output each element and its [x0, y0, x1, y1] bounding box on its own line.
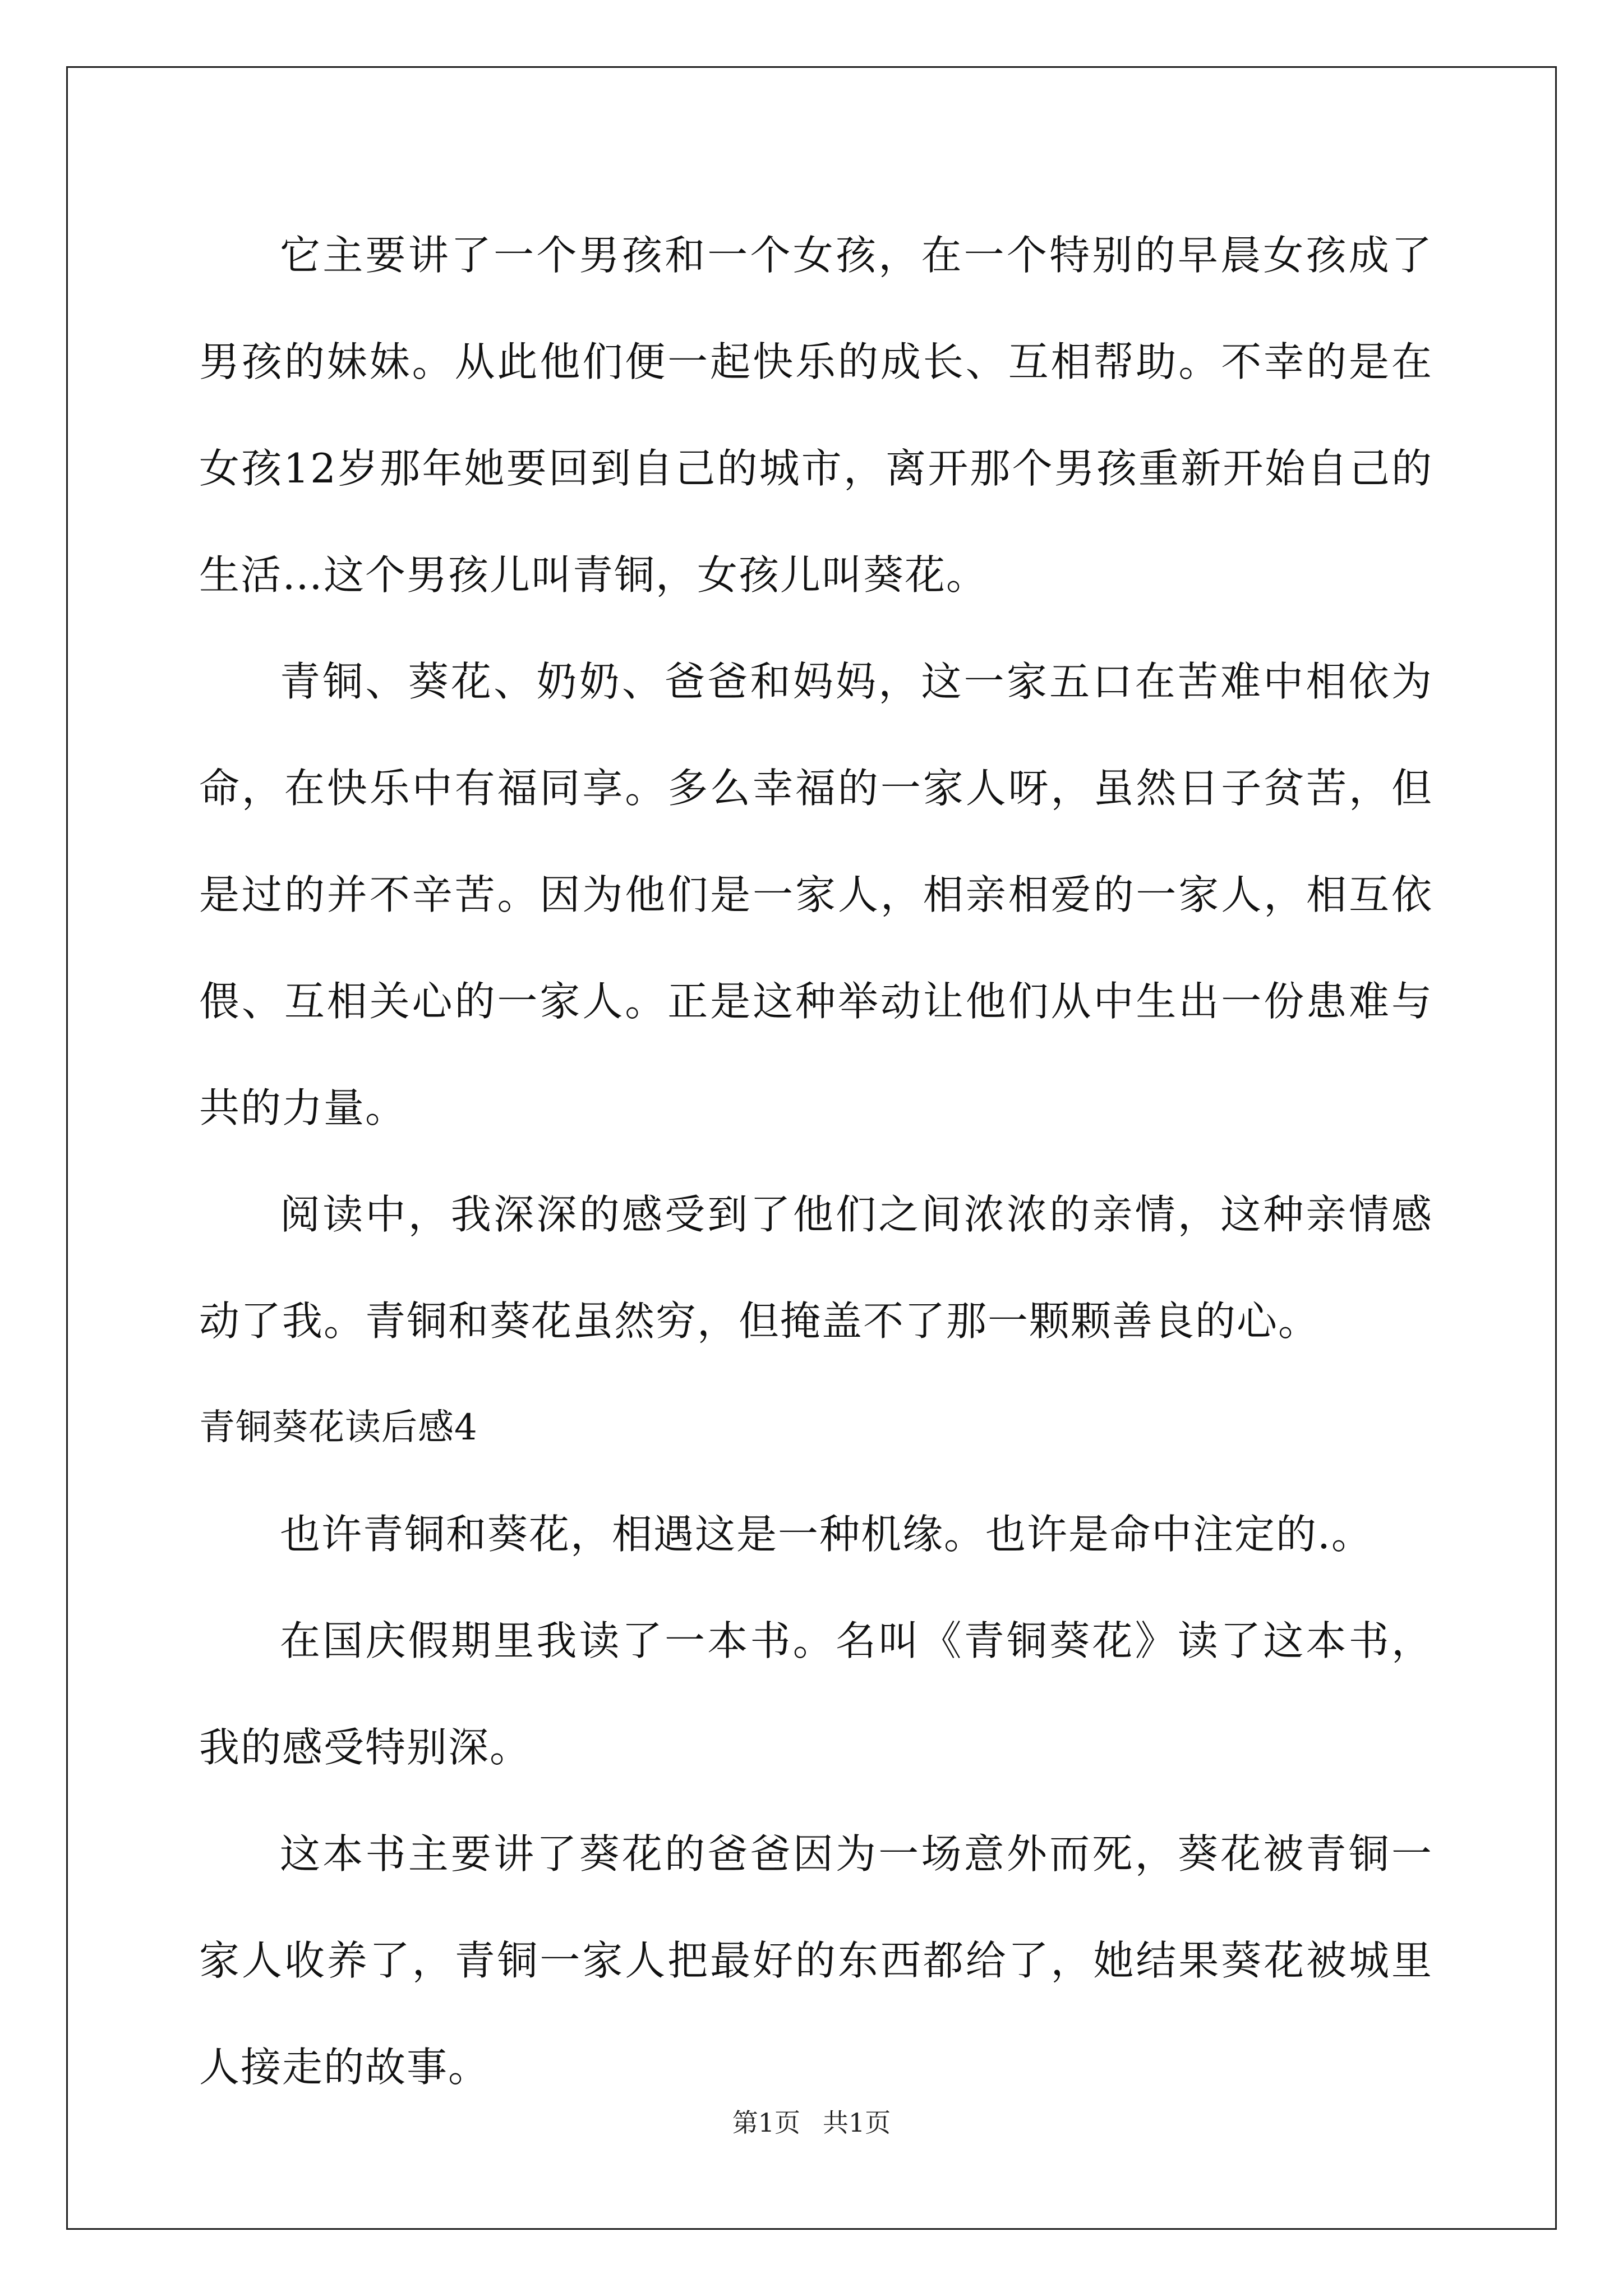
paragraph: 阅读中，我深深的感受到了他们之间浓浓的亲情，这种亲情感动了我。青铜和葵花虽然穷，但掩盖不了那一颗颗善良的心。: [199, 1191, 1433, 1345]
paragraph: 这本书主要讲了葵花的爸爸因为一场意外而死，葵花被青铜一家人收养了，青铜一家人把最好的东西都给了，她结果葵花被城里人接走的故事。: [199, 1830, 1433, 2091]
paragraph: 青铜、葵花、奶奶、爸爸和妈妈，这一家五口在苦难中相依为命，在快乐中有福同享。多么幸福的一家人呀，虽然日子贫苦，但是过的并不辛苦。因为他们是一家人，相亲相爱的一家人，相互依偎、互相关心的一家人。正是这种举动让他们从中生出一份患难与共的力量。: [199, 658, 1433, 1131]
section-heading: 青铜葵花读后感4: [199, 1407, 478, 1448]
page-footer: [0, 2102, 1623, 2139]
paragraph: 它主要讲了一个男孩和一个女孩，在一个特别的早晨女孩成了男孩的妹妹。从此他们便一起快乐的成长、互相帮助。不幸的是在女孩12岁那年她要回到自己的城市，离开那个男孩重新开始自己的生活…这个男孩儿叫青铜，女孩儿叫葵花。: [199, 232, 1433, 599]
paragraph: 也许青铜和葵花，相遇这是一种机缘。也许是命中注定的.。: [280, 1511, 1373, 1558]
paragraph: 在国庆假期里我读了一本书。名叫《青铜葵花》读了这本书，我的感受特别深。: [199, 1617, 1433, 1771]
document-body: [199, 202, 1433, 2120]
page-number: 第1页: [732, 2108, 800, 2138]
page-total: 共1页: [823, 2108, 891, 2138]
